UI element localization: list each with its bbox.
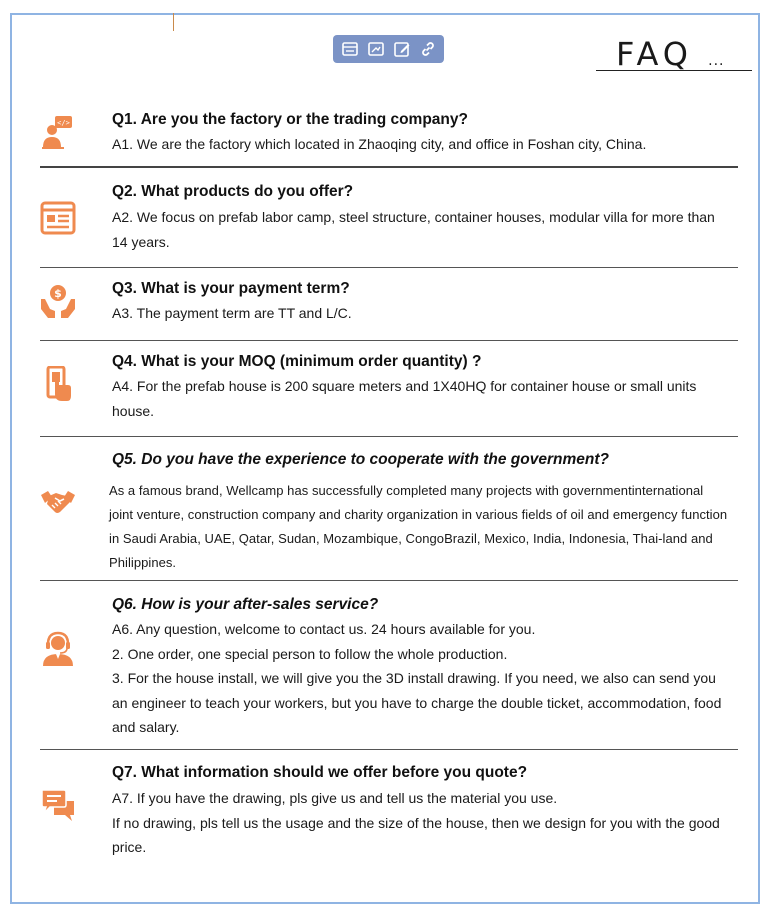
faq-answer-line: 3. For the house install, we will give you the 3D install drawing. If you need, we also can send you an engineer to teach your workers, but you have to charge the double ticket, accommodation, food and salary. <box>112 670 722 735</box>
faq-answer-line: A3. The payment term are TT and L/C. <box>112 305 352 321</box>
faq-question: Q2. What products do you offer? <box>112 183 354 200</box>
faq-answer <box>109 479 729 575</box>
faq-title <box>596 35 752 71</box>
faq-answer-line: A4. For the prefab house is 200 square meters and 1X40HQ for container house or small units house. <box>112 378 697 419</box>
faq-question: Q1. Are you the factory or the trading company? <box>112 111 468 128</box>
support-agent-icon <box>40 630 76 666</box>
svg-text:$: $ <box>54 287 62 300</box>
faq-question: Q4. What is your MOQ (minimum order quantity) ? <box>112 353 482 370</box>
top-strip <box>0 0 768 13</box>
faq-answer <box>112 132 732 157</box>
catalog-icon <box>40 200 76 236</box>
faq-answer-line: A6. Any question, welcome to contact us. 24 hours available for you. <box>112 621 536 637</box>
divider <box>40 580 738 581</box>
faq-title-dots: ... <box>708 53 725 69</box>
faq-item-7 <box>40 763 738 863</box>
faq-title-text: FAQ <box>616 35 693 73</box>
faq-item-4 <box>40 352 738 432</box>
link-icon[interactable] <box>418 39 438 59</box>
faq-question: Q3. What is your payment term? <box>112 280 350 297</box>
faq-question: Q6. How is your after-sales service? <box>112 596 379 613</box>
handshake-icon <box>40 485 76 521</box>
divider <box>40 340 738 341</box>
faq-answer-line: As a famous brand, Wellcamp has successfully completed many projects with governmentinternational joint venture, construction company and charity organization in various fields of oil and emergency function in Saudi Arabia, UAE, Qatar, Sudan, Mozambique, CongoBrazil, Mexico, India, Indonesia, Thai-land and Philippines. <box>109 483 728 570</box>
divider <box>40 166 738 168</box>
text-cursor <box>173 13 174 31</box>
faq-answer <box>112 205 732 254</box>
chat-bubbles-icon <box>40 787 76 823</box>
faq-item-6 <box>40 594 738 744</box>
divider <box>40 749 738 750</box>
faq-answer <box>112 617 732 740</box>
faq-question: Q7. What information should we offer before you quote? <box>112 764 528 781</box>
developer-icon <box>40 114 76 150</box>
faq-item-5 <box>40 449 738 575</box>
faq-answer <box>112 374 732 423</box>
faq-item-3 <box>40 279 738 335</box>
faq-answer-line: A1. We are the factory which located in Zhaoqing city, and office in Foshan city, China. <box>112 136 647 152</box>
divider <box>40 267 738 268</box>
faq-item-2 <box>40 182 738 262</box>
payment-icon <box>40 283 76 319</box>
faq-answer-line: A2. We focus on prefab labor camp, steel structure, container houses, modular villa for more than 14 years. <box>112 209 715 250</box>
faq-answer-line: 2. One order, one special person to follow the whole production. <box>112 645 508 662</box>
folder-icon[interactable] <box>340 39 360 59</box>
touch-icon <box>40 366 76 402</box>
divider <box>40 436 738 437</box>
faq-answer-line: If no drawing, pls tell us the usage and the size of the house, then we design for you with the good price. <box>112 814 720 855</box>
image-toolbar <box>333 35 444 63</box>
edit-icon[interactable] <box>392 39 412 59</box>
faq-item-1 <box>40 110 738 162</box>
faq-answer <box>112 301 732 326</box>
svg-text:</>: </> <box>57 119 70 127</box>
faq-answer-line: A7. If you have the drawing, pls give us and tell us the material you use. <box>112 790 558 806</box>
image-edit-icon[interactable] <box>366 39 386 59</box>
faq-answer <box>112 786 732 860</box>
faq-question: Q5. Do you have the experience to cooperate with the government? <box>112 451 609 468</box>
